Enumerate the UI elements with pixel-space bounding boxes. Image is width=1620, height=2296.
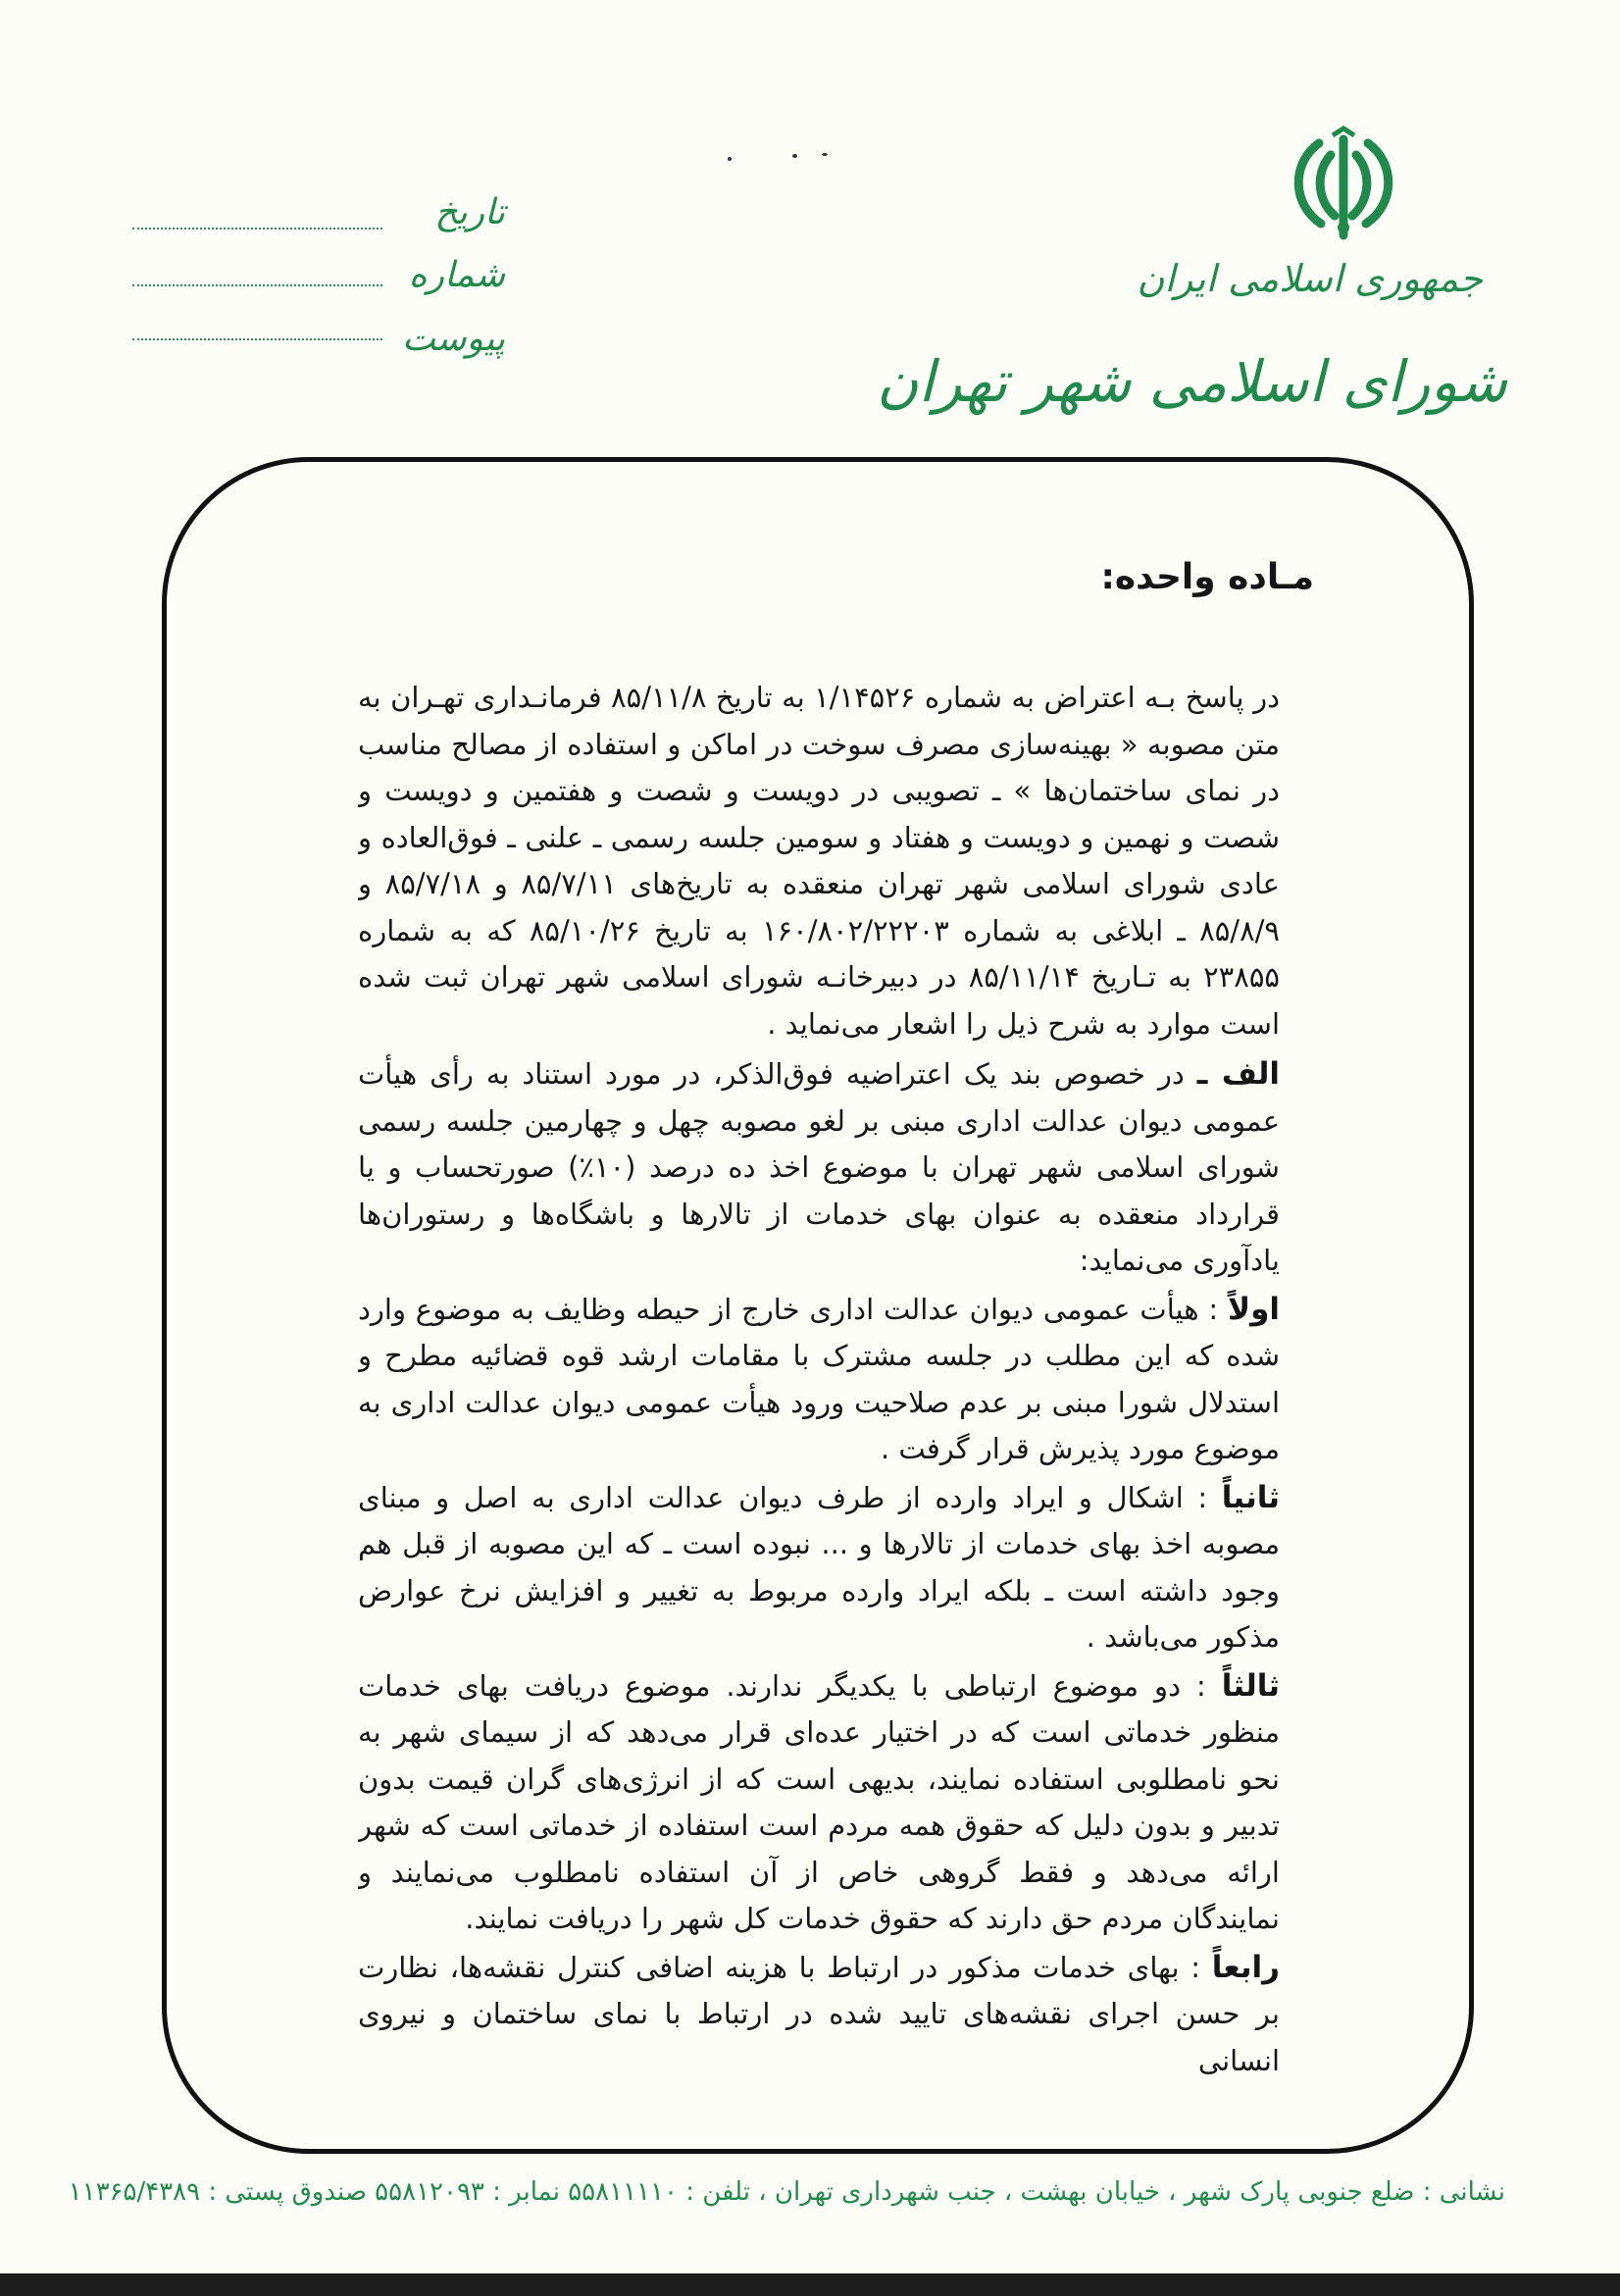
intro-paragraph: در پاسخ بـه اعتراض به شماره ۱/۱۴۵۲۶ به تاریخ ۸۵/۱۱/۸ فرمانـداری تهـران به متن مصوبه « بهینه‌سازی مصرف سوخت در اماکن و استفاده از مصالح مناسب در نمای ساختمان‌ها » ـ تصویبی در دویست و شصت و هفتمین و دویست و شصت و نهمین و دویست و هفتاد و سومین جلسه رسمی ـ علنی ـ فوق‌العاده و عادی شورای اسلامی شهر تهران منعقده به تاریخ‌های ۸۵/۷/۱۱ و ۸۵/۷/۱۸ و ۸۵/۸/۹ ـ ابلاغی به شماره ۱۶۰/۸۰۲/۲۲۲۰۳ به تاریخ ۸۵/۱۰/۲۶ که به شماره ۲۳۸۵۵ به تـاریخ ۸۵/۱۱/۱۴ در دبیرخانـه شورای اسلامی شهر تهران ثبت شده است موارد به شرح ذیل را اشعار می‌نماید . <box>358 681 1280 1041</box>
clause-fourth-text: : بهای خدمات مذکور در ارتباط با هزینه اضافی کنترل نقشه‌ها، نظارت بر حسن اجرای نقشه‌های تایید شده در ارتباط با نمای ساختمان و نیروی انسانی <box>358 1950 1280 2077</box>
clause-alef-text: در خصوص بند یک اعتراضیه فوق‌الذکر، در مورد استناد به رأی هیأت عمومی دیوان عدالت اداری مبنی بر لغو مصوبه چهل و چهارمین جلسه رسمی شورای اسلامی شهر تهران با موضوع اخذ ده درصد (۱۰٪) صورتحساب و یا قرارداد منعقده به عنوان بهای خدمات از تالارها و باشگاه‌ها و رستوران‌ها یادآوری می‌نماید: <box>358 1057 1280 1277</box>
country-name: جمهوری اسلامی ایران <box>1137 257 1483 300</box>
clause-fourth-label: رابعاً <box>1211 1949 1280 1985</box>
date-label: تاریخ <box>434 192 505 232</box>
clause-second-label: ثانیاً <box>1221 1479 1280 1515</box>
clause-first-text: : هیأت عمومی دیوان عدالت اداری خارج از حیطه وظایف به موضوع وارد شده که این مطلب در جلسه مشترک با مقامات ارشد قوه قضائیه مطرح و استدلال شورا مبنی بر عدم صلاحیت ورود هیأت عمومی دیوان عدالت اداری به موضوع مورد پذیرش قرار گرفت . <box>358 1292 1280 1465</box>
clause-second-text: : اشکال و ایراد وارده از طرف دیوان عدالت اداری به اصل و مبنای مصوبه اخذ بهای خدمات از تالارها و ... نبوده است ـ که این مصوبه از قبل هم وجود داشته است ـ بلکه ایراد وارده مربوط به تغییر و افزایش نرخ عوارض مذکور می‌باشد . <box>358 1480 1280 1654</box>
clause-third-label: ثالثاً <box>1221 1667 1280 1704</box>
date-line <box>132 228 382 230</box>
clause-second <box>358 1475 1280 1661</box>
clause-alef <box>358 1051 1280 1285</box>
clause-fourth <box>358 1945 1280 2085</box>
attachment-label: پیوست <box>402 319 505 359</box>
document-body <box>358 675 1280 2087</box>
clause-first-label: اولاً <box>1228 1291 1280 1327</box>
clause-first <box>358 1287 1280 1473</box>
scan-speck <box>792 154 797 158</box>
scan-speck <box>822 153 828 156</box>
number-line <box>132 284 382 286</box>
footer-address: نشانی : ضلع جنوبی پارک شهر ، خیابان بهشت ، جنب شهرداری تهران ، تلفن : ۵۵۸۱۱۱۱۰ نمابر : ۵۵۸۱۲۰۹۳ صندوق پستی : ۱۱۳۶۵/۴۳۸۹ <box>68 2177 1505 2207</box>
number-label: شماره <box>408 255 505 295</box>
scan-speck <box>728 157 732 161</box>
organization-name: شورای اسلامی شهر تهران <box>876 348 1507 415</box>
article-heading: مـاده واحده: <box>1100 557 1314 597</box>
scan-border <box>0 2273 1620 2296</box>
iran-emblem-icon <box>1280 126 1407 243</box>
clause-third <box>358 1663 1280 1943</box>
clause-third-text: : دو موضوع ارتباطی با یکدیگر ندارند. موضوع دریافت بهای خدمات منظور خدماتی است که در اختیار عده‌ای قرار می‌دهد که از سیمای شهر به نحو نامطلوبی استفاده نمایند، بدیهی است که از انرژی‌های گران قیمت بدون تدبیر و بدون دلیل که حقوق همه مردم است استفاده از خدماتی است که شهر ارائه می‌دهد و فقط گروهی خاص از آن استفاده نامطلوب می‌نمایند و نمایندگان مردم حق دارند که حقوق خدمات کل شهر را دریافت نمایند. <box>358 1668 1280 1935</box>
clause-alef-label: الف ـ <box>1196 1056 1280 1092</box>
attachment-line <box>132 338 382 340</box>
